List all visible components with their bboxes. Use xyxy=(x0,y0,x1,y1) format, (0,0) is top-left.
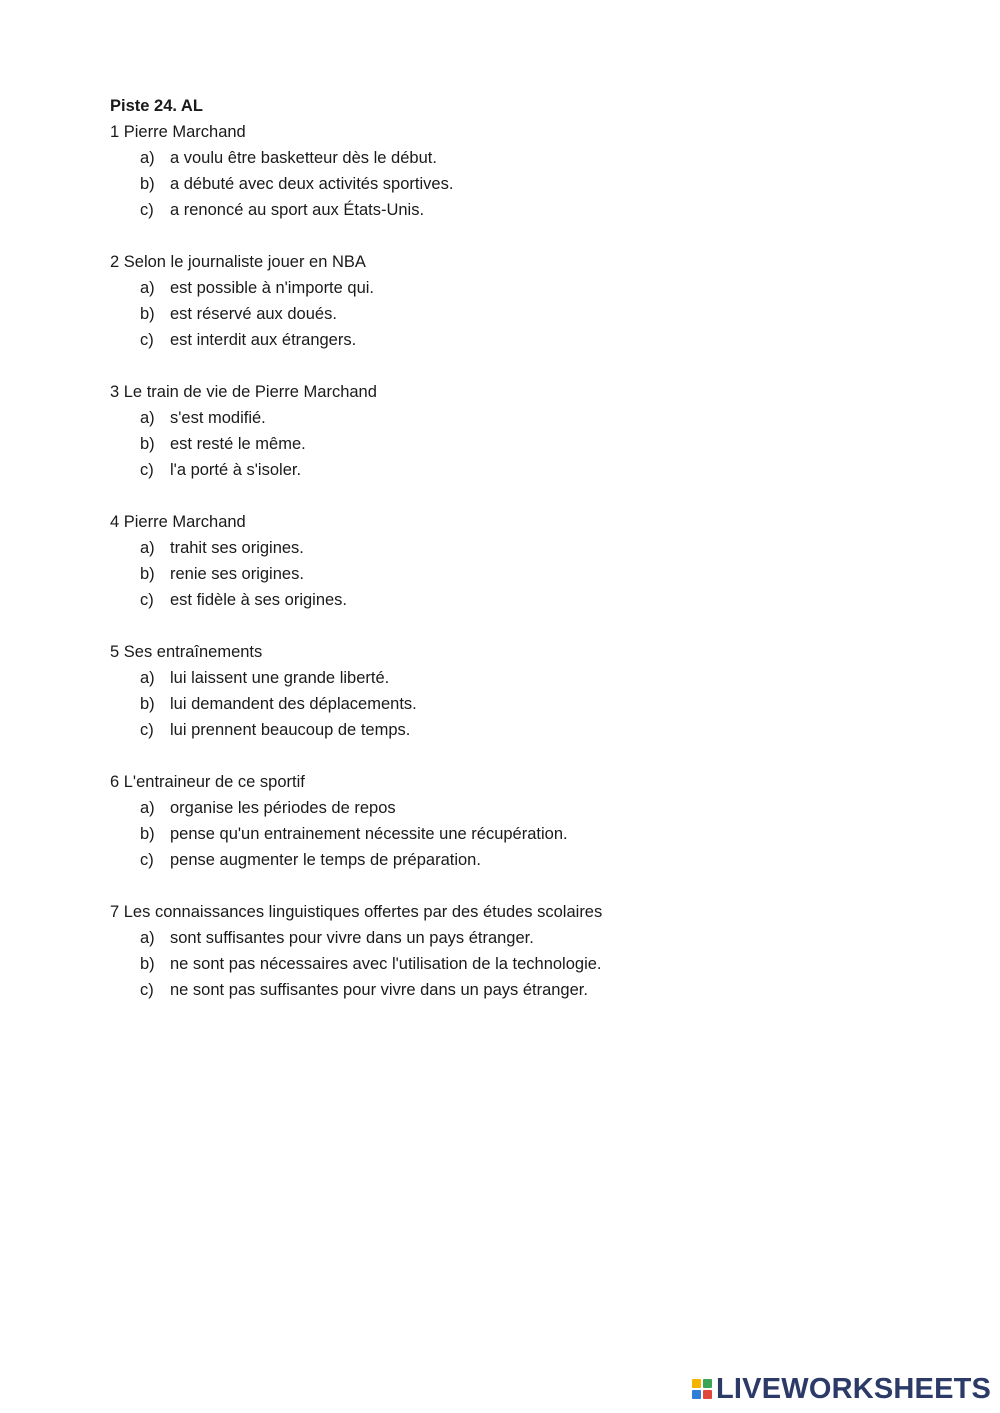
answer-option xyxy=(110,821,930,847)
answer-option xyxy=(110,925,930,951)
option-letter: a) xyxy=(140,929,155,947)
option-list xyxy=(110,925,930,1003)
option-letter: b) xyxy=(140,955,155,973)
option-text: a renoncé au sport aux États-Unis. xyxy=(170,201,425,219)
answer-option xyxy=(110,561,930,587)
worksheet-title: Piste 24. AL xyxy=(110,97,203,115)
option-letter: c) xyxy=(140,851,154,869)
question-block xyxy=(110,899,930,1003)
option-list xyxy=(110,795,930,873)
answer-option xyxy=(110,275,930,301)
option-text: est interdit aux étrangers. xyxy=(170,331,357,349)
option-text: est possible à n'importe qui. xyxy=(170,279,375,297)
question-list xyxy=(110,119,930,1003)
question-block xyxy=(110,769,930,873)
option-letter: a) xyxy=(140,409,155,427)
question-block xyxy=(110,639,930,743)
option-letter: a) xyxy=(140,799,155,817)
answer-option xyxy=(110,405,930,431)
question-text: 6 L'entraineur de ce sportif xyxy=(110,773,305,791)
answer-option xyxy=(110,145,930,171)
option-text: est réservé aux doués. xyxy=(170,305,337,323)
option-letter: b) xyxy=(140,435,155,453)
option-list xyxy=(110,275,930,353)
question-text: 5 Ses entraînements xyxy=(110,643,263,661)
option-letter: c) xyxy=(140,201,154,219)
answer-option xyxy=(110,847,930,873)
answer-option xyxy=(110,951,930,977)
answer-option xyxy=(110,977,930,1003)
option-text: a voulu être basketteur dès le début. xyxy=(170,149,437,167)
option-text: a débuté avec deux activités sportives. xyxy=(170,175,454,193)
option-letter: b) xyxy=(140,175,155,193)
answer-option xyxy=(110,171,930,197)
answer-option xyxy=(110,587,930,613)
logo-mark-icon xyxy=(692,1379,712,1399)
question-block xyxy=(110,119,930,223)
question-block xyxy=(110,379,930,483)
logo-text: LIVEWORKSHEETS xyxy=(716,1372,992,1405)
answer-option xyxy=(110,327,930,353)
answer-option xyxy=(110,535,930,561)
question-text: 4 Pierre Marchand xyxy=(110,513,246,531)
option-letter: c) xyxy=(140,721,154,739)
option-text: s'est modifié. xyxy=(170,409,266,427)
option-letter: a) xyxy=(140,149,155,167)
option-list xyxy=(110,665,930,743)
worksheet xyxy=(110,93,930,1029)
question-block xyxy=(110,249,930,353)
option-text: pense augmenter le temps de préparation. xyxy=(170,851,481,869)
answer-option xyxy=(110,691,930,717)
option-letter: a) xyxy=(140,539,155,557)
answer-option xyxy=(110,717,930,743)
option-letter: b) xyxy=(140,565,155,583)
option-text: pense qu'un entrainement nécessite une récupération. xyxy=(170,825,568,843)
option-list xyxy=(110,145,930,223)
answer-option xyxy=(110,795,930,821)
option-list xyxy=(110,535,930,613)
question-text: 2 Selon le journaliste jouer en NBA xyxy=(110,253,366,271)
question-block xyxy=(110,509,930,613)
option-text: organise les périodes de repos xyxy=(170,799,396,817)
option-text: lui demandent des déplacements. xyxy=(170,695,417,713)
option-text: renie ses origines. xyxy=(170,565,304,583)
liveworksheets-logo xyxy=(692,1374,991,1404)
option-letter: b) xyxy=(140,695,155,713)
option-letter: c) xyxy=(140,461,154,479)
option-text: est fidèle à ses origines. xyxy=(170,591,348,609)
option-letter: a) xyxy=(140,279,155,297)
question-text: 1 Pierre Marchand xyxy=(110,123,246,141)
option-letter: b) xyxy=(140,825,155,843)
option-text: est resté le même. xyxy=(170,435,306,453)
option-letter: b) xyxy=(140,305,155,323)
option-list xyxy=(110,405,930,483)
answer-option xyxy=(110,301,930,327)
answer-option xyxy=(110,197,930,223)
option-text: lui laissent une grande liberté. xyxy=(170,669,390,687)
option-text: ne sont pas suffisantes pour vivre dans un pays étranger. xyxy=(170,981,588,999)
option-text: ne sont pas nécessaires avec l'utilisation de la technologie. xyxy=(170,955,602,973)
question-text: 7 Les connaissances linguistiques offertes par des études scolaires xyxy=(110,903,603,921)
option-text: sont suffisantes pour vivre dans un pays étranger. xyxy=(170,929,534,947)
option-letter: a) xyxy=(140,669,155,687)
option-letter: c) xyxy=(140,981,154,999)
answer-option xyxy=(110,457,930,483)
option-letter: c) xyxy=(140,331,154,349)
option-letter: c) xyxy=(140,591,154,609)
option-text: lui prennent beaucoup de temps. xyxy=(170,721,411,739)
option-text: trahit ses origines. xyxy=(170,539,304,557)
question-text: 3 Le train de vie de Pierre Marchand xyxy=(110,383,377,401)
option-text: l'a porté à s'isoler. xyxy=(170,461,302,479)
answer-option xyxy=(110,431,930,457)
answer-option xyxy=(110,665,930,691)
